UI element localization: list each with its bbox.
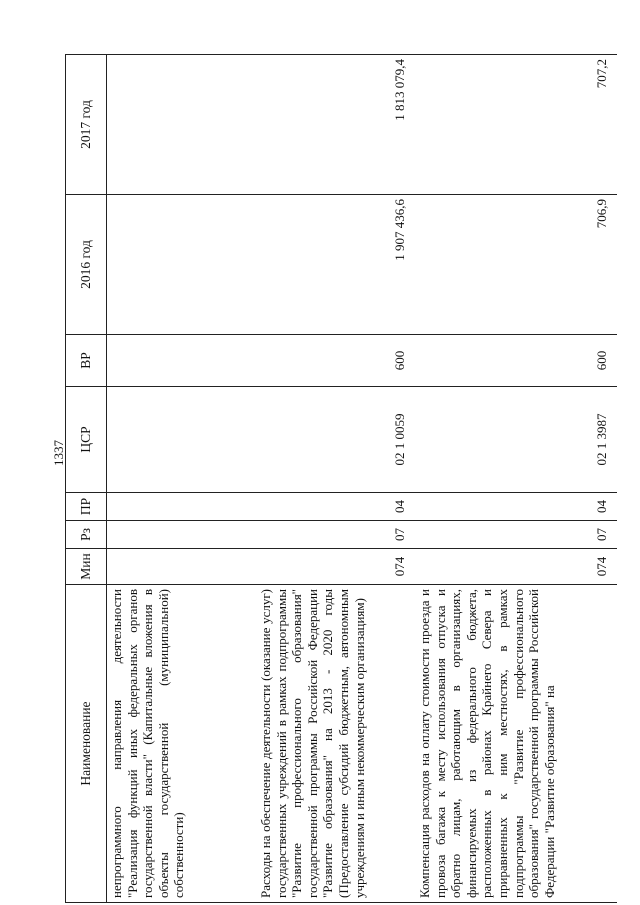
- page-content: [65, 45, 610, 903]
- row-2016: [107, 195, 257, 335]
- row-pr: 04: [256, 493, 415, 521]
- row-pr: [107, 493, 257, 521]
- row-rz: [107, 521, 257, 549]
- row-2016: 706,9: [415, 195, 617, 335]
- rotated-page: [65, 45, 610, 903]
- header-2016: 2016 год: [66, 195, 107, 335]
- header-csr: ЦСР: [66, 387, 107, 493]
- row-rz: 07: [415, 521, 617, 549]
- row-csr: 02 1 0059: [256, 387, 415, 493]
- row-min: 074: [415, 549, 617, 585]
- page-number: 1337: [51, 440, 66, 466]
- header-min: Мин: [66, 549, 107, 585]
- table-row: [256, 55, 415, 903]
- header-2017: 2017 год: [66, 55, 107, 195]
- row-pr: 04: [415, 493, 617, 521]
- table-row: [107, 55, 257, 903]
- table-row: [415, 55, 617, 903]
- row-2017: 707,2: [415, 55, 617, 195]
- header-vr: ВР: [66, 335, 107, 387]
- row-name: Расходы на обеспечение деятельности (оказание услуг) государственных учреждений в рамках подпрограммы "Развитие профессионального образования" государственной программы Российской Федерации "Развитие образования" на 2013 - 2020 годы (Предоставление субсидий бюджетным, автономным учреждениям и иным некоммерческим организациям): [256, 585, 415, 903]
- row-csr: [107, 387, 257, 493]
- header-rz: Рз: [66, 521, 107, 549]
- row-min: 074: [256, 549, 415, 585]
- header-name: Наименование: [66, 585, 107, 903]
- row-name: непрограммного направления деятельности "Реализация функций иных федеральных органов государственной власти" (Капитальные вложения в объекты государственной (муниципальной) собственности): [107, 585, 257, 903]
- row-vr: 600: [256, 335, 415, 387]
- header-pr: ПР: [66, 493, 107, 521]
- row-vr: 600: [415, 335, 617, 387]
- row-2017: 1 813 079,4: [256, 55, 415, 195]
- row-2017: [107, 55, 257, 195]
- row-min: [107, 549, 257, 585]
- row-csr: 02 1 3987: [415, 387, 617, 493]
- row-rz: 07: [256, 521, 415, 549]
- table-header-row: [66, 55, 107, 903]
- row-vr: [107, 335, 257, 387]
- budget-table: [65, 54, 617, 903]
- row-2016: 1 907 436,6: [256, 195, 415, 335]
- row-name: Компенсация расходов на оплату стоимости проезда и провоза багажа к месту использования отпуска и обратно лицам, работающим в организациях, финансируемых из федерального бюджета, расположенных в районах Крайнего Севера и приравненных к ним местностях, в рамках подпрограммы "Развитие профессионального образования" государственной программы Российской Федерации "Развитие образования" на: [415, 585, 617, 903]
